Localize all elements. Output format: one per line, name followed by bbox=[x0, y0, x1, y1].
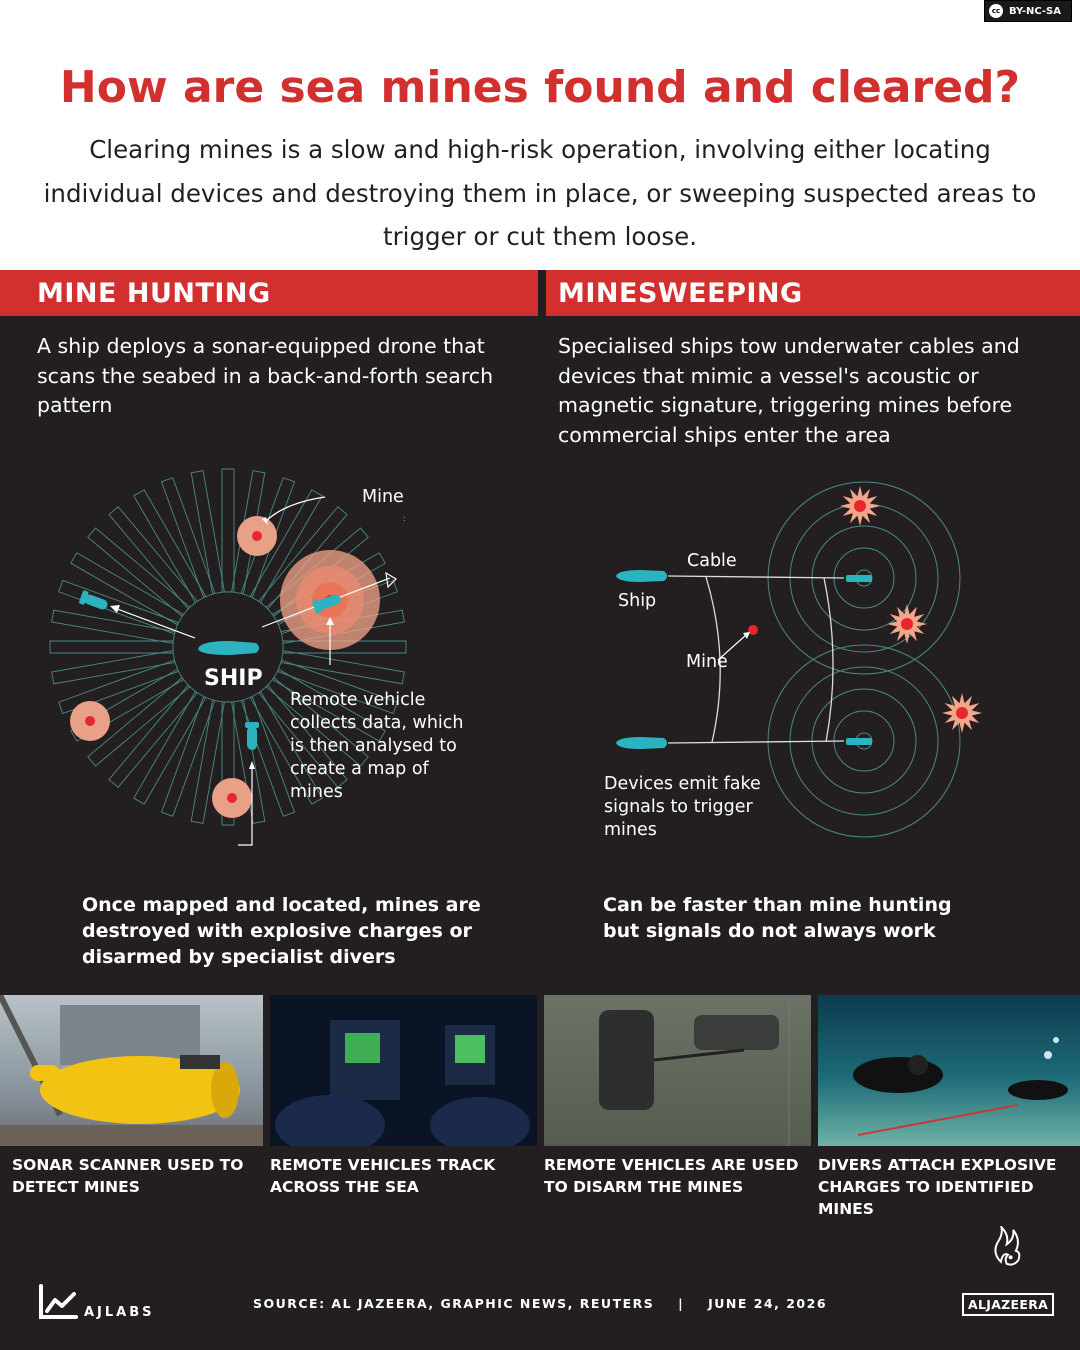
photo-sonar-scanner bbox=[0, 995, 263, 1146]
sonar-sweep-lane bbox=[134, 490, 206, 603]
mine-hunting-header bbox=[0, 270, 538, 316]
minesweeping-heading: MINESWEEPING bbox=[558, 278, 803, 309]
ship-label-sweeping: Ship bbox=[618, 591, 657, 611]
mine-label: Mine bbox=[362, 487, 404, 507]
drone-icon-bottom bbox=[245, 722, 259, 750]
explosion-core bbox=[956, 707, 968, 719]
license-text: BY-NC-SA bbox=[1008, 5, 1061, 17]
source-text: SOURCE: AL JAZEERA, GRAPHIC NEWS, REUTERS bbox=[252, 1296, 655, 1311]
sonar-sweep-lane bbox=[161, 697, 214, 817]
mine-hunting-diagram bbox=[0, 455, 540, 875]
mine-hunting-heading: MINE HUNTING bbox=[37, 278, 271, 309]
explosion-icon-2 bbox=[887, 604, 927, 644]
photo-control-room bbox=[270, 995, 537, 1146]
photo-underwater-vehicle bbox=[544, 995, 811, 1146]
aljazeera-emblem-icon bbox=[974, 1226, 1044, 1286]
cable-top bbox=[668, 576, 844, 578]
photo-divers bbox=[818, 995, 1080, 1146]
ship-label: SHIP bbox=[204, 666, 263, 691]
explosion-core bbox=[854, 500, 866, 512]
footer-separator: | bbox=[678, 1296, 685, 1311]
ajlabs-text: AJLABS bbox=[84, 1305, 155, 1320]
photo-caption-1: SONAR SCANNER USED TO DETECT MINES bbox=[12, 1156, 244, 1196]
sonar-sweep-lane bbox=[161, 478, 214, 598]
creative-commons-icon: cc bbox=[989, 4, 1003, 18]
mine-hunting-description: A ship deploys a sonar-equipped drone that scans the seabed in a back-and-forth search pattern bbox=[37, 334, 494, 417]
sonar-sweep-lane bbox=[134, 692, 206, 805]
sweep-cable-right bbox=[824, 578, 833, 742]
mine-dot bbox=[748, 625, 758, 635]
ship-icon-bottom bbox=[616, 737, 667, 749]
device-icon-top bbox=[846, 575, 872, 582]
column-divider bbox=[538, 270, 546, 316]
explosion-icon-1 bbox=[840, 486, 880, 526]
devices-label: Devices emit fake signals to trigger mines bbox=[604, 774, 761, 840]
sonar-sweep-lane bbox=[191, 471, 224, 594]
page-subtitle: Clearing mines is a slow and high-risk operation, involving either locating individual devices and destroying them in place, or sweeping suspected areas to trigger or cut them loose. bbox=[43, 135, 1037, 251]
sonar-sweep-lane bbox=[71, 553, 184, 625]
minesweeping-description: Specialised ships tow underwater cables and devices that mimic a vessel's acoustic or magnetic signature, triggering mines before commercial ships enter the area bbox=[558, 334, 1020, 447]
mine-hunting-scale-dots: : bbox=[403, 514, 406, 523]
sonar-sweep-lane bbox=[50, 641, 173, 653]
mine-halo-left bbox=[70, 701, 110, 741]
ship-icon-top bbox=[616, 570, 667, 582]
sonar-sweep-lane bbox=[59, 660, 179, 713]
cable-bottom bbox=[668, 741, 844, 743]
photo-caption-2: REMOTE VEHICLES TRACK ACROSS THE SEA bbox=[270, 1156, 496, 1196]
device-icon-bottom bbox=[846, 738, 872, 745]
mine-label-sweeping: Mine bbox=[686, 652, 728, 672]
date-text: JUNE 24, 2026 bbox=[708, 1296, 828, 1311]
minesweeping-header bbox=[546, 270, 1080, 316]
minesweeping-note: Can be faster than mine hunting but signals do not always work bbox=[603, 894, 952, 942]
photo-caption-3: REMOTE VEHICLES ARE USED TO DISARM THE MINES bbox=[544, 1156, 799, 1196]
sonar-sweep-lane bbox=[109, 507, 197, 609]
ship-icon bbox=[198, 641, 259, 655]
drone-icon-left bbox=[79, 590, 110, 613]
sonar-sweep-lane bbox=[222, 469, 234, 592]
aljazeera-wordmark: ALJAZEERA bbox=[962, 1293, 1054, 1316]
mine-hunting-note: Once mapped and located, mines are destroyed with explosive charges or disarmed by specialist divers bbox=[82, 894, 481, 968]
sonar-sweep-lane bbox=[109, 685, 197, 787]
sonar-sweep-lane bbox=[281, 651, 404, 684]
sonar-sweep-lane bbox=[52, 651, 175, 684]
photo-caption-4: DIVERS ATTACH EXPLOSIVE CHARGES TO IDENTIFIED MINES bbox=[818, 1156, 1057, 1218]
remote-vehicle-label: Remote vehicle collects data, which is then analysed to create a map of mines bbox=[290, 690, 464, 802]
mine-halo-top bbox=[237, 516, 277, 556]
sonar-sweep-lane bbox=[52, 610, 175, 643]
cable-label: Cable bbox=[687, 551, 737, 571]
explosion-icon-3 bbox=[942, 693, 982, 733]
license-badge bbox=[984, 0, 1072, 22]
footer-source bbox=[0, 1296, 1080, 1311]
page-title: How are sea mines found and cleared? bbox=[59, 62, 1021, 113]
mine-halo-bottom bbox=[212, 778, 252, 818]
explosion-core bbox=[901, 618, 913, 630]
